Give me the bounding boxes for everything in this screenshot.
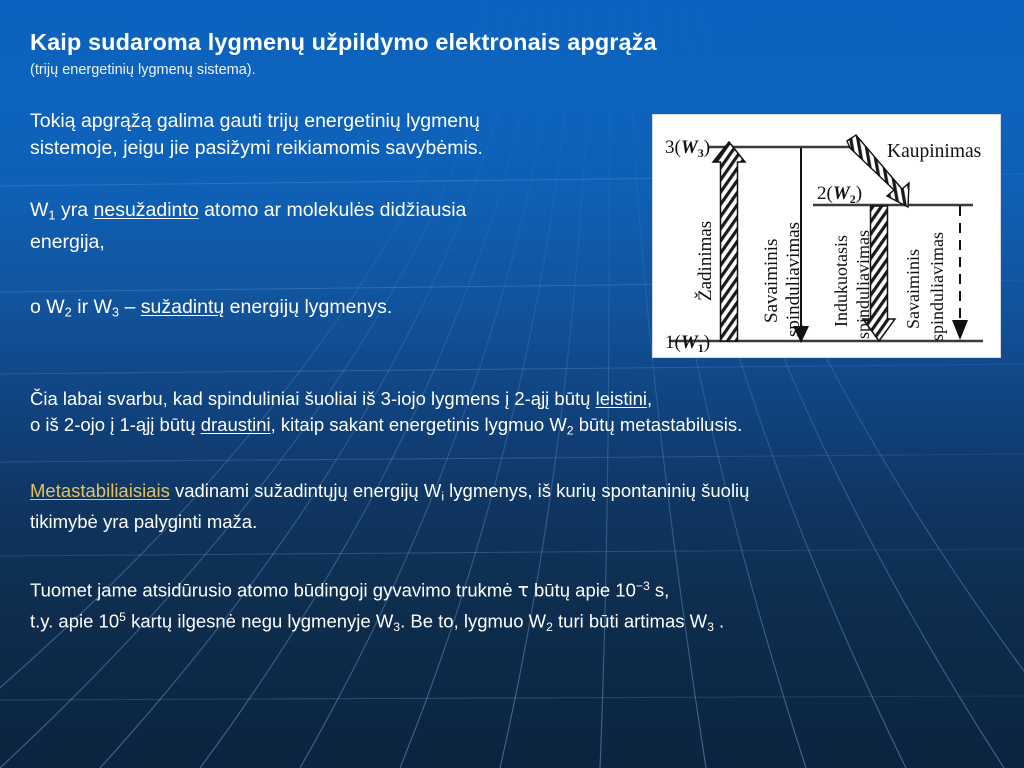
paragraph-w2-w3-line1 <box>30 294 392 326</box>
lifetime-text-f: . Be to, lygmuo W <box>400 610 547 632</box>
rules-text-a: Čia labai svarbu, kad spinduliniai šuoliai iš 3-iojo lygmens į 2-ąjį būtų <box>30 388 596 409</box>
transition-kaupinimas-label: Kaupinimas <box>887 141 982 162</box>
paragraph-intro-line2: sistemoje, jeigu jie pasižymi reikiamomis savybėmis. <box>30 137 483 159</box>
metastable-text-b: lygmenys, iš kurių spontaninių šuolių <box>444 480 750 501</box>
paragraph-intro <box>30 108 483 162</box>
paragraph-w2-w3-definition <box>30 294 392 326</box>
level1-label: $1(W_1)$ <box>665 332 711 355</box>
paragraph-metastable-line1 <box>30 478 749 509</box>
w1-text-b: atomo ar molekulės didžiausia <box>198 199 467 221</box>
tau-symbol: τ <box>517 580 529 602</box>
paragraph-rules-line1 <box>30 386 742 412</box>
term-leistini: leistini <box>595 388 647 409</box>
transition-savaiminis-2-arrow <box>952 206 968 340</box>
transition-savaiminis-1-label-line2: spinduliavimas <box>783 221 804 337</box>
term-nesuzadinto: nesužadinto <box>93 199 199 221</box>
lifetime-w3-subscript-a: 3 <box>393 620 401 635</box>
lifetime-text-c: s, <box>649 579 670 601</box>
transition-zadinimas-label: Žadinimas <box>695 220 716 301</box>
paragraph-metastable-definition <box>30 478 749 535</box>
w1-text-a: yra <box>55 199 94 221</box>
w2w3-text-c: – <box>119 296 141 318</box>
paragraph-w1-line2: energija, <box>30 230 105 253</box>
transition-savaiminis-2-label-line2: spinduliavimas <box>927 232 947 341</box>
transition-savaiminis-2-label-line1: Savaiminis <box>903 249 923 329</box>
term-draustini: draustini <box>200 414 271 435</box>
lifetime-text-d: t.y. apie 10 <box>30 610 120 632</box>
w3-subscript: 3 <box>111 304 120 320</box>
level2-label: $2(W_2)$ <box>817 183 863 206</box>
w2w3-text-a: o W <box>30 296 65 318</box>
energy-level-diagram-svg <box>653 115 1000 357</box>
transition-indukuotasis-label-line1: Indukuotasis <box>831 235 851 327</box>
transition-savaiminis-1-label-line1: Savaiminis <box>761 238 782 323</box>
energy-level-diagram <box>652 114 1001 358</box>
page-subtitle: (trijų energetinių lygmenų sistema). <box>30 62 256 78</box>
term-suzadintu: sužadintų <box>140 296 225 318</box>
lifetime-exponent-5: 5 <box>119 610 126 625</box>
lifetime-text-b: būtų apie 10 <box>528 579 636 601</box>
lifetime-w2-subscript: 2 <box>546 620 553 635</box>
rules-text-c: o iš 2-ojo į 1-ąjį būtų <box>30 414 201 435</box>
lifetime-exponent-minus3: −3 <box>635 579 650 593</box>
transition-zadinimas-arrow <box>713 142 745 341</box>
level3-label: $3(W_3)$ <box>665 137 711 160</box>
rules-text-d: , kitaip sakant energetinis lygmuo W <box>270 414 567 435</box>
rules-text-e: būtų metastabilusis. <box>573 414 743 435</box>
w2w3-text-d: energijų lygmenys. <box>224 296 393 318</box>
paragraph-rules-line2 <box>30 412 742 443</box>
lifetime-text-h: . <box>713 610 725 632</box>
wi-subscript: i <box>441 489 445 504</box>
paragraph-lifetime <box>30 573 724 640</box>
w2-subscript: 2 <box>64 304 72 320</box>
lifetime-text-a: Tuomet jame atsidūrusio atomo būdingoji gyvavimo trukmė <box>30 579 518 601</box>
paragraph-w1-definition <box>30 197 466 256</box>
w1-symbol: W <box>30 199 49 221</box>
lifetime-text-g: turi būti artimas W <box>552 610 708 632</box>
metastable-text-a: vadinami sužadintųjų energijų W <box>169 480 442 501</box>
paragraph-lifetime-line2 <box>30 604 724 640</box>
transition-indukuotasis-label-line2: spinduliavimas <box>853 230 873 339</box>
rules-w2-subscript: 2 <box>566 423 574 438</box>
paragraph-w1-line1 <box>30 197 466 229</box>
paragraph-metastable-line2: tikimybė yra palyginti maža. <box>30 511 258 533</box>
w2w3-text-b: ir W <box>71 296 112 318</box>
lifetime-text-e: kartų ilgesnė negu lygmenyje W <box>125 610 394 632</box>
page-title: Kaip sudaroma lygmenų užpildymo elektronais apgrąža <box>30 29 657 55</box>
lifetime-w3-subscript-b: 3 <box>707 620 714 635</box>
w1-subscript: 1 <box>48 207 56 223</box>
paragraph-lifetime-line1 <box>30 573 724 604</box>
paragraph-transitions-rules <box>30 386 742 443</box>
paragraph-intro-line1: Tokią apgrąžą galima gauti trijų energetinių lygmenų <box>30 110 480 132</box>
rules-text-b: , <box>647 388 653 409</box>
term-metastabiliaisiais: Metastabiliaisiais <box>30 480 170 501</box>
